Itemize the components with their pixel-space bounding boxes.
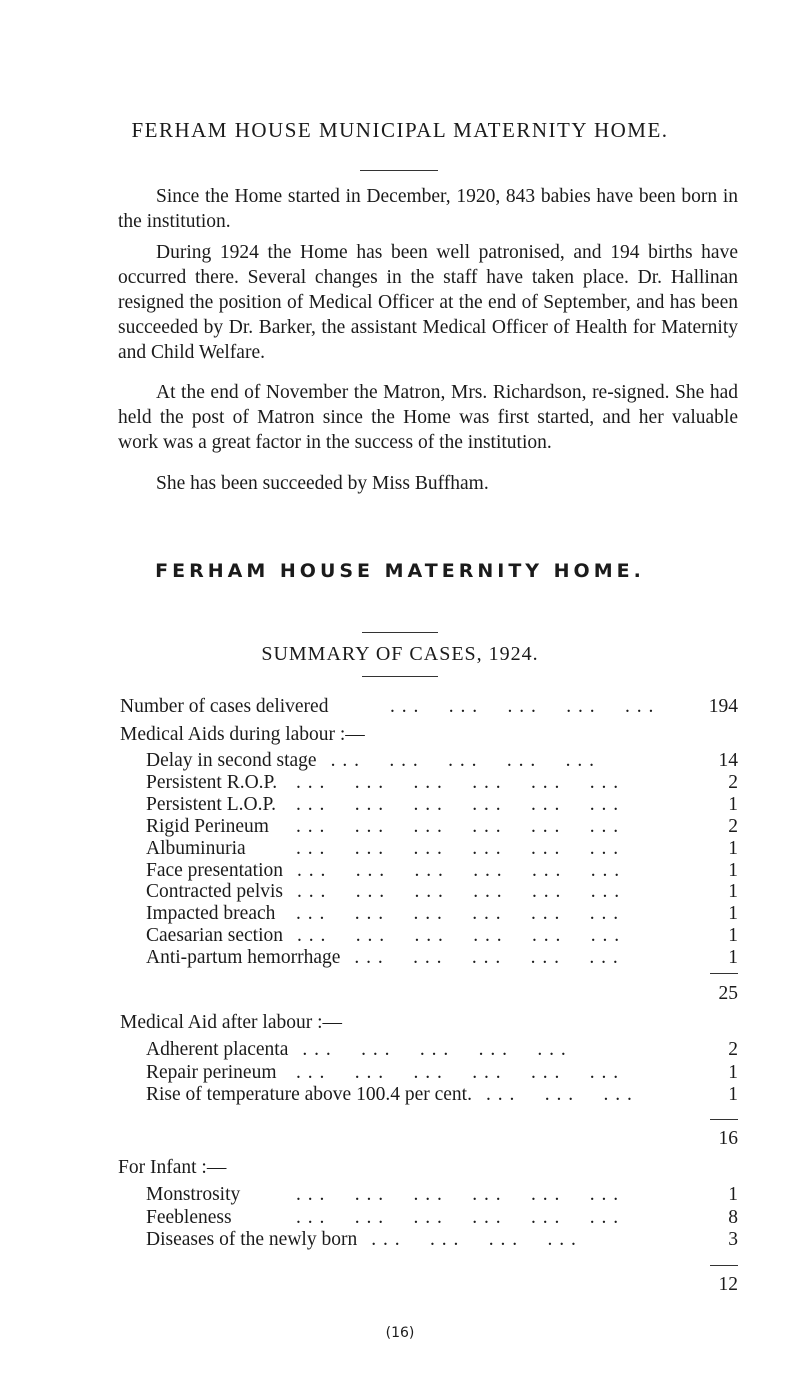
list-item-value: 3 [728,1229,738,1250]
list-item-label: Feebleness [146,1206,232,1228]
summary-rule-bottom [362,676,438,677]
list-item-label: Contracted pelvis [146,881,284,903]
leader-dots: . . . . . . . . . . . . . . . . . . [296,837,620,859]
for-infant-total-rule [710,1265,738,1266]
list-item-label: Adherent placenta [146,1039,289,1060]
list-item-value: 8 [728,1206,738,1228]
list-item-value: 1 [728,1061,738,1083]
list-item-label: Anti-partum hemorrhage [146,947,341,969]
for-infant-total: 12 [718,1274,738,1295]
leader-dots: . . . . . . . . . . . . . . . . . . [296,1206,620,1228]
list-item-value: 1 [728,859,738,881]
during-labour-header: Medical Aids during labour :— [120,724,365,745]
summary-title: SUMMARY OF CASES, 1924. [261,643,539,665]
leader-dots: . . . . . . . . . . . . . . . [330,750,595,771]
page-number: (16) [385,1325,415,1341]
for-infant-header: For Infant :— [118,1157,227,1178]
leader-dots: . . . . . . . . . . . . . . . . . . [297,881,621,903]
list-item-label: Impacted breach [146,903,276,925]
leader-dots: . . . . . . . . . . . . . . . [390,696,655,717]
list-item-value: 2 [728,815,738,837]
list-item-value: 2 [728,771,738,793]
leader-dots: . . . . . . . . . . . . . . . . . . [296,903,620,925]
paragraph-4: She has been succeeded by Miss Buffham. [156,473,489,494]
list-item-label: Repair perineum [146,1061,277,1083]
list-item-value: 14 [718,750,738,771]
cases-delivered-value: 194 [708,696,738,717]
leader-dots: . . . . . . . . . . . . . . . . . . [296,793,620,815]
banner-title: FERHAM HOUSE MATERNITY HOME. [155,560,645,582]
list-item-value: 2 [728,1039,738,1060]
page-heading: FERHAM HOUSE MUNICIPAL MATERNITY HOME. [131,118,669,142]
leader-dots: . . . . . . . . . [485,1084,633,1105]
list-item-label: Persistent L.O.P. [146,793,277,815]
list-item-value: 1 [728,793,738,815]
cases-delivered-label: Number of cases delivered [120,696,329,717]
after-labour-total-rule [710,1119,738,1120]
after-labour-header: Medical Aid after labour :— [120,1012,343,1033]
paragraph-1: Since the Home started in December, 1920, 843 babies have been born in the institution. [118,186,738,232]
summary-rule-top [362,632,438,633]
leader-dots: . . . . . . . . . . . . . . . [354,947,619,969]
during-labour-total: 25 [718,983,738,1004]
list-item-label: Monstrosity [146,1184,241,1205]
list-item-value: 1 [728,903,738,925]
list-item-label: Persistent R.O.P. [146,771,278,793]
leader-dots: . . . . . . . . . . . . . . . . . . [296,771,620,793]
leader-dots: . . . . . . . . . . . . . . . [302,1039,567,1060]
after-labour-total: 16 [718,1128,738,1149]
list-item-label: Face presentation [146,859,283,881]
list-item-value: 1 [728,925,738,947]
list-item-label: Rigid Perineum [146,815,269,837]
paragraph-2: During 1924 the Home has been well patronised, and 194 births have occurred there. Several changes in the staff have taken place. Dr. Hallinan resigned the position of Medical Officer at the end of September, and has been succeeded by Dr. Barker, the assistant Medical Officer of Health for Maternity and Child Welfare. [118,242,738,363]
list-item-label: Rise of temperature above 100.4 per cent. [146,1084,472,1105]
list-item-label: Delay in second stage [146,750,317,771]
paragraph-3: At the end of November the Matron, Mrs. Richardson, re-signed. She had held the post of Matron since the Home was first started, and her valuable work was a great factor in the success of the institution. [118,382,738,453]
leader-dots: . . . . . . . . . . . . [371,1229,577,1250]
list-item-label: Caesarian section [146,925,283,947]
heading-rule [360,170,438,171]
list-item-value: 1 [728,881,738,903]
list-item-value: 1 [728,837,738,859]
leader-dots: . . . . . . . . . . . . . . . . . . [297,925,621,947]
during-labour-total-rule [710,973,738,974]
leader-dots: . . . . . . . . . . . . . . . . . . [296,1061,620,1083]
list-item-value: 1 [728,1184,738,1205]
leader-dots: . . . . . . . . . . . . . . . . . . [296,1184,620,1205]
leader-dots: . . . . . . . . . . . . . . . . . . [296,815,620,837]
list-item-value: 1 [728,947,738,969]
list-item-value: 1 [728,1084,738,1105]
list-item-label: Diseases of the newly born [146,1229,358,1250]
list-item-label: Albuminuria [146,837,246,859]
leader-dots: . . . . . . . . . . . . . . . . . . [297,859,621,881]
